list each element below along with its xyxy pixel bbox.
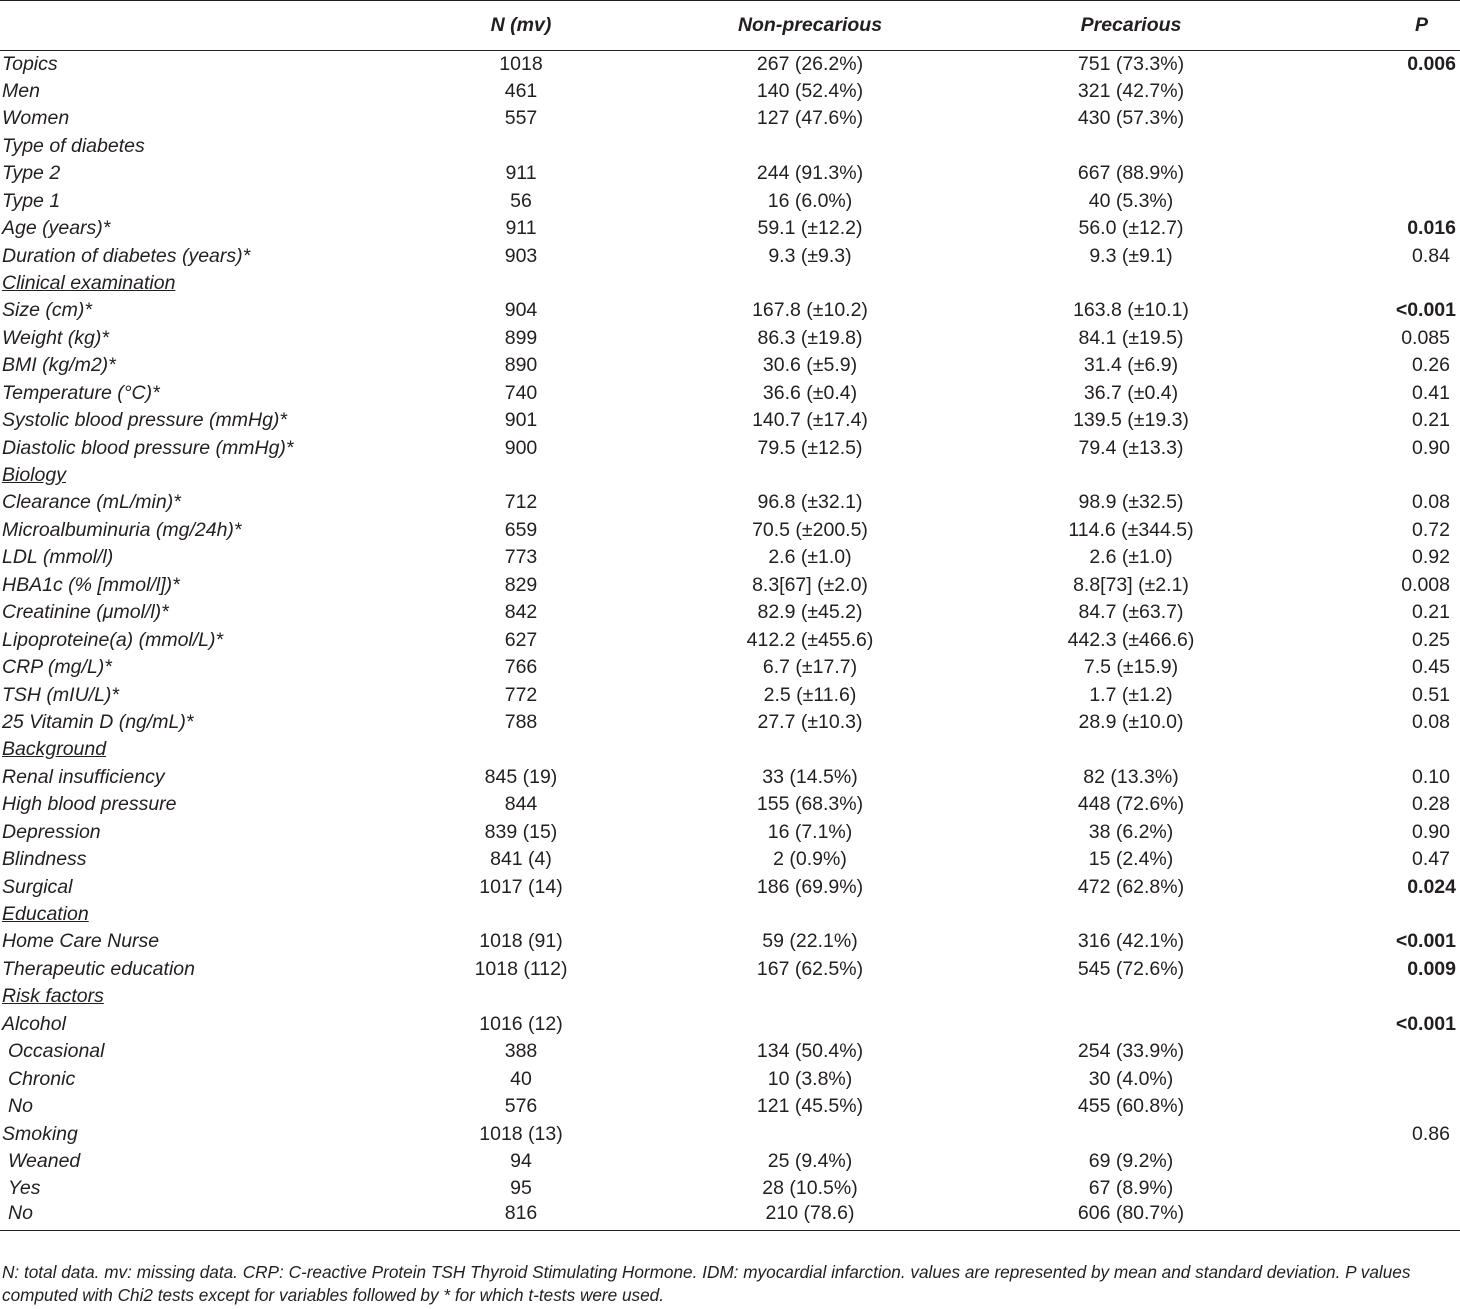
table-row bbox=[0, 709, 1460, 736]
cell-non-precarious: 6.7 (±17.7) bbox=[762, 656, 858, 679]
cell-precarious: 84.1 (±19.5) bbox=[1078, 326, 1184, 349]
cell-n-mv: 1018 bbox=[499, 53, 543, 76]
cell-p-value: 0.72 bbox=[1412, 518, 1450, 541]
row-label: Size (cm)* bbox=[2, 299, 92, 322]
cell-n-mv: 839 (15) bbox=[484, 820, 558, 843]
table-row bbox=[0, 380, 1460, 407]
table-row bbox=[0, 764, 1460, 791]
cell-n-mv: 903 bbox=[504, 244, 538, 267]
cell-n-mv: 712 bbox=[504, 491, 538, 514]
cell-precarious: 442.3 (±466.6) bbox=[1067, 628, 1195, 651]
cell-n-mv: 95 bbox=[510, 1177, 532, 1200]
row-label: Smoking bbox=[2, 1122, 78, 1145]
cell-n-mv bbox=[398, 983, 644, 1010]
row-label: BMI (kg/m2)* bbox=[2, 354, 116, 377]
row-label: Type 1 bbox=[2, 189, 61, 212]
cell-n-mv: 900 bbox=[504, 436, 538, 459]
cell-precarious: 15 (2.4%) bbox=[1088, 848, 1174, 871]
cell-non-precarious bbox=[644, 983, 976, 1010]
table-row bbox=[0, 490, 1460, 517]
cell-precarious bbox=[976, 983, 1286, 1010]
cell-non-precarious: 8.3[67] (±2.0) bbox=[752, 573, 868, 596]
row-label: Surgical bbox=[2, 875, 73, 898]
row-label: Lipoproteine(a) (mmol/L)* bbox=[2, 628, 224, 651]
cell-non-precarious: 96.8 (±32.1) bbox=[757, 491, 863, 514]
table-row bbox=[0, 215, 1460, 242]
cell-non-precarious: 2 (0.9%) bbox=[773, 848, 847, 871]
cell-n-mv: 1018 (13) bbox=[479, 1122, 563, 1145]
cell-precarious: 139.5 (±19.3) bbox=[1073, 409, 1189, 432]
cell-precarious: 67 (8.9%) bbox=[1088, 1177, 1174, 1200]
cell-n-mv: 659 bbox=[504, 518, 538, 541]
row-label: Blindness bbox=[2, 848, 87, 871]
cell-precarious: 36.7 (±0.4) bbox=[1083, 381, 1179, 404]
cell-p-value: <0.001 bbox=[1395, 1012, 1456, 1035]
table-row bbox=[0, 874, 1460, 901]
cell-p-value bbox=[1286, 983, 1460, 1010]
cell-n-mv: 94 bbox=[510, 1149, 532, 1172]
cell-non-precarious: 59 (22.1%) bbox=[762, 930, 858, 953]
cell-non-precarious: 121 (45.5%) bbox=[756, 1095, 864, 1118]
cell-p-value: 0.86 bbox=[1412, 1122, 1450, 1145]
cell-p-value bbox=[1286, 1175, 1460, 1202]
table-row bbox=[0, 1175, 1460, 1202]
table-row bbox=[0, 297, 1460, 324]
cell-n-mv bbox=[398, 133, 644, 160]
cell-precarious: 2.6 (±1.0) bbox=[1089, 546, 1173, 569]
table-row bbox=[0, 956, 1460, 983]
cell-precarious: 316 (42.1%) bbox=[1077, 930, 1185, 953]
cell-n-mv bbox=[398, 270, 644, 297]
cell-precarious bbox=[976, 1121, 1286, 1148]
cell-p-value bbox=[1286, 78, 1460, 105]
cell-n-mv: 772 bbox=[504, 683, 538, 706]
cell-precarious: 98.9 (±32.5) bbox=[1078, 491, 1184, 514]
table-row bbox=[0, 1203, 1460, 1230]
cell-n-mv: 841 (4) bbox=[490, 848, 552, 871]
cell-precarious: 606 (80.7%) bbox=[976, 1203, 1286, 1230]
row-label: 25 Vitamin D (ng/mL)* bbox=[2, 710, 194, 733]
cell-precarious: 114.6 (±344.5) bbox=[1068, 518, 1194, 541]
cell-p-value bbox=[1286, 1148, 1460, 1175]
cell-precarious: 455 (60.8%) bbox=[1077, 1095, 1185, 1118]
cell-n-mv: 890 bbox=[504, 354, 538, 377]
cell-n-mv: 816 bbox=[398, 1203, 644, 1230]
cell-non-precarious: 167 (62.5%) bbox=[756, 957, 864, 980]
cell-non-precarious: 79.5 (±12.5) bbox=[757, 436, 863, 459]
cell-n-mv: 773 bbox=[504, 546, 538, 569]
cell-non-precarious: 16 (7.1%) bbox=[767, 820, 853, 843]
row-label: Weaned bbox=[8, 1149, 81, 1172]
cell-p-value: 0.008 bbox=[1401, 573, 1450, 596]
cell-p-value: 0.21 bbox=[1412, 601, 1450, 624]
cell-n-mv bbox=[398, 462, 644, 489]
cell-n-mv: 56 bbox=[510, 189, 532, 212]
table-row bbox=[0, 682, 1460, 709]
table-row bbox=[0, 435, 1460, 462]
row-label: Age (years)* bbox=[2, 217, 111, 240]
cell-n-mv: 461 bbox=[504, 79, 538, 102]
table-row bbox=[0, 133, 1460, 160]
cell-n-mv: 845 (19) bbox=[484, 765, 558, 788]
cell-p-value bbox=[1286, 160, 1460, 187]
cell-precarious: 79.4 (±13.3) bbox=[1078, 436, 1184, 459]
row-label: Temperature (°C)* bbox=[2, 381, 160, 404]
cell-precarious: 254 (33.9%) bbox=[1077, 1040, 1185, 1063]
cell-n-mv: 1018 (91) bbox=[479, 930, 563, 953]
cell-precarious bbox=[976, 270, 1286, 297]
cell-p-value: 0.016 bbox=[1407, 217, 1456, 240]
row-label: Clearance (mL/min)* bbox=[2, 491, 181, 514]
cell-precarious: 667 (88.9%) bbox=[1077, 162, 1185, 185]
cell-non-precarious bbox=[644, 736, 976, 763]
table-row bbox=[0, 407, 1460, 434]
row-label: Occasional bbox=[8, 1040, 105, 1063]
table-row bbox=[0, 572, 1460, 599]
table-row bbox=[0, 325, 1460, 352]
cell-n-mv: 576 bbox=[504, 1095, 538, 1118]
cell-non-precarious: 59.1 (±12.2) bbox=[757, 217, 863, 240]
cell-precarious bbox=[976, 1011, 1286, 1038]
cell-precarious: 472 (62.8%) bbox=[1077, 875, 1185, 898]
cell-non-precarious: 167.8 (±10.2) bbox=[752, 299, 868, 322]
cell-n-mv bbox=[398, 901, 644, 928]
cell-p-value bbox=[1286, 1093, 1460, 1120]
cell-p-value: 0.90 bbox=[1412, 436, 1450, 459]
cell-precarious bbox=[976, 462, 1286, 489]
cell-n-mv: 901 bbox=[504, 409, 538, 432]
cell-precarious bbox=[976, 133, 1286, 160]
table-row bbox=[0, 1038, 1460, 1065]
row-label: Biology bbox=[2, 464, 66, 487]
cell-non-precarious bbox=[644, 462, 976, 489]
header-p: P bbox=[1286, 1, 1460, 51]
row-label: Clinical examination bbox=[2, 271, 176, 294]
cell-p-value: 0.10 bbox=[1412, 765, 1450, 788]
cell-p-value: 0.085 bbox=[1401, 326, 1450, 349]
cell-p-value bbox=[1286, 901, 1460, 928]
cell-non-precarious: 9.3 (±9.3) bbox=[768, 244, 852, 267]
row-label: Systolic blood pressure (mmHg)* bbox=[2, 409, 288, 432]
table-footnote: N: total data. mv: missing data. CRP: C-reactive Protein TSH Thyroid Stimulating Hormone. IDM: myocardial infarction. values are represented by mean and standard deviation. P values computed with Chi2 tests except for variables followed by * for which t-tests were used. bbox=[2, 1262, 1411, 1305]
cell-p-value: 0.009 bbox=[1407, 957, 1456, 980]
row-label: Women bbox=[2, 107, 70, 130]
cell-non-precarious: 140 (52.4%) bbox=[756, 79, 864, 102]
row-label: Risk factors bbox=[2, 985, 104, 1008]
cell-precarious: 545 (72.6%) bbox=[1077, 957, 1185, 980]
table-row bbox=[0, 654, 1460, 681]
cell-non-precarious: 28 (10.5%) bbox=[762, 1177, 858, 1200]
cell-p-value bbox=[1286, 105, 1460, 132]
cell-precarious: 321 (42.7%) bbox=[1077, 79, 1185, 102]
row-label: HBA1c (% [mmol/l])* bbox=[2, 573, 180, 596]
cell-non-precarious: 210 (78.6) bbox=[644, 1203, 976, 1230]
row-label: Creatinine (μmol/l)* bbox=[2, 601, 169, 624]
row-label: High blood pressure bbox=[2, 793, 177, 816]
cell-p-value bbox=[1286, 133, 1460, 160]
cell-non-precarious: 267 (26.2%) bbox=[756, 53, 864, 76]
cell-p-value: 0.41 bbox=[1412, 381, 1450, 404]
table-row bbox=[0, 1066, 1460, 1093]
table-row bbox=[0, 78, 1460, 105]
cell-n-mv: 627 bbox=[504, 628, 538, 651]
cell-precarious: 163.8 (±10.1) bbox=[1073, 299, 1189, 322]
cell-non-precarious: 127 (47.6%) bbox=[756, 107, 864, 130]
cell-non-precarious: 33 (14.5%) bbox=[762, 765, 858, 788]
row-label: CRP (mg/L)* bbox=[2, 656, 112, 679]
cell-non-precarious: 10 (3.8%) bbox=[767, 1067, 853, 1090]
cell-non-precarious: 186 (69.9%) bbox=[756, 875, 864, 898]
table-row bbox=[0, 929, 1460, 956]
cell-non-precarious: 155 (68.3%) bbox=[756, 793, 864, 816]
table-row bbox=[0, 819, 1460, 846]
header-n-mv: N (mv) bbox=[398, 1, 644, 51]
header-row bbox=[0, 1, 1460, 51]
cell-precarious: 448 (72.6%) bbox=[1077, 793, 1185, 816]
cell-precarious: 69 (9.2%) bbox=[1088, 1149, 1174, 1172]
cell-n-mv: 1018 (112) bbox=[474, 957, 568, 980]
row-label: Chronic bbox=[8, 1067, 76, 1090]
cell-precarious: 82 (13.3%) bbox=[1083, 765, 1179, 788]
cell-p-value: 0.84 bbox=[1412, 244, 1450, 267]
cell-p-value bbox=[1286, 1203, 1460, 1230]
cell-non-precarious: 30.6 (±5.9) bbox=[762, 354, 858, 377]
cell-n-mv: 844 bbox=[504, 793, 538, 816]
cell-n-mv: 899 bbox=[504, 326, 538, 349]
cell-precarious: 30 (4.0%) bbox=[1088, 1067, 1174, 1090]
row-label: Depression bbox=[2, 820, 101, 843]
cell-precarious: 31.4 (±6.9) bbox=[1083, 354, 1179, 377]
cell-n-mv: 842 bbox=[504, 601, 538, 624]
table-row bbox=[0, 352, 1460, 379]
cell-precarious: 751 (73.3%) bbox=[1077, 53, 1185, 76]
row-label: Yes bbox=[8, 1177, 41, 1200]
row-label: Therapeutic education bbox=[2, 957, 195, 980]
cell-non-precarious: 86.3 (±19.8) bbox=[757, 326, 863, 349]
row-label: LDL (mmol/l) bbox=[2, 546, 114, 569]
cell-n-mv: 911 bbox=[505, 162, 537, 185]
table-row bbox=[0, 791, 1460, 818]
cell-p-value: 0.26 bbox=[1412, 354, 1450, 377]
cell-precarious: 8.8[73] (±2.1) bbox=[1073, 573, 1189, 596]
cell-n-mv: 40 bbox=[510, 1067, 532, 1090]
table-row bbox=[0, 105, 1460, 132]
cell-non-precarious: 16 (6.0%) bbox=[767, 189, 853, 212]
table-row bbox=[0, 736, 1460, 763]
cell-p-value: 0.47 bbox=[1412, 848, 1450, 871]
cell-n-mv: 740 bbox=[504, 381, 538, 404]
table-row bbox=[0, 1011, 1460, 1038]
cell-non-precarious bbox=[644, 270, 976, 297]
table-row bbox=[0, 901, 1460, 928]
cell-n-mv: 557 bbox=[504, 107, 538, 130]
cell-p-value: 0.25 bbox=[1412, 628, 1450, 651]
table-row bbox=[0, 599, 1460, 626]
cell-p-value bbox=[1286, 462, 1460, 489]
cell-non-precarious bbox=[644, 1121, 976, 1148]
header-non-precarious: Non-precarious bbox=[644, 1, 976, 51]
row-label: TSH (mIU/L)* bbox=[2, 683, 119, 706]
cell-non-precarious: 70.5 (±200.5) bbox=[752, 518, 868, 541]
row-label: No bbox=[0, 1203, 398, 1230]
cell-non-precarious: 412.2 (±455.6) bbox=[746, 628, 874, 651]
row-label: Alcohol bbox=[2, 1012, 66, 1035]
cell-precarious: 9.3 (±9.1) bbox=[1089, 244, 1173, 267]
header-label bbox=[0, 1, 398, 51]
row-label: Background bbox=[2, 738, 107, 761]
row-label: Duration of diabetes (years)* bbox=[2, 244, 251, 267]
cell-n-mv: 788 bbox=[504, 710, 538, 733]
cell-p-value: 0.08 bbox=[1412, 491, 1450, 514]
cell-n-mv: 1016 (12) bbox=[479, 1012, 563, 1035]
cell-precarious: 430 (57.3%) bbox=[1077, 107, 1185, 130]
cell-p-value: 0.45 bbox=[1412, 656, 1450, 679]
table-row bbox=[0, 1148, 1460, 1175]
cell-n-mv: 904 bbox=[504, 299, 538, 322]
cell-non-precarious: 244 (91.3%) bbox=[756, 162, 864, 185]
table-row bbox=[0, 160, 1460, 187]
cell-precarious bbox=[976, 901, 1286, 928]
cell-p-value: 0.92 bbox=[1412, 546, 1450, 569]
cell-p-value: 0.024 bbox=[1407, 875, 1456, 898]
cell-precarious: 7.5 (±15.9) bbox=[1083, 656, 1179, 679]
table-row bbox=[0, 983, 1460, 1010]
cell-precarious: 28.9 (±10.0) bbox=[1078, 710, 1184, 733]
cell-precarious: 38 (6.2%) bbox=[1088, 820, 1174, 843]
cell-n-mv: 911 bbox=[505, 217, 537, 240]
cell-p-value: <0.001 bbox=[1395, 299, 1456, 322]
row-label: Men bbox=[2, 79, 40, 102]
table-row bbox=[0, 1121, 1460, 1148]
row-label: Type of diabetes bbox=[2, 134, 145, 157]
cell-n-mv: 829 bbox=[504, 573, 538, 596]
cell-p-value: 0.90 bbox=[1412, 820, 1450, 843]
table-row bbox=[0, 1093, 1460, 1120]
cell-p-value: 0.51 bbox=[1412, 683, 1450, 706]
cell-precarious: 56.0 (±12.7) bbox=[1078, 217, 1184, 240]
cell-precarious: 40 (5.3%) bbox=[1088, 189, 1174, 212]
cell-p-value: 0.006 bbox=[1407, 53, 1456, 76]
cell-p-value bbox=[1286, 1066, 1460, 1093]
cell-n-mv: 1017 (14) bbox=[479, 875, 563, 898]
cell-n-mv bbox=[398, 736, 644, 763]
cell-non-precarious: 2.5 (±11.6) bbox=[763, 683, 857, 706]
cell-non-precarious bbox=[644, 901, 976, 928]
cell-p-value bbox=[1286, 270, 1460, 297]
table-row bbox=[0, 544, 1460, 571]
cell-p-value: <0.001 bbox=[1395, 930, 1456, 953]
table-row bbox=[0, 627, 1460, 654]
cell-p-value bbox=[1286, 1038, 1460, 1065]
cell-non-precarious: 36.6 (±0.4) bbox=[762, 381, 858, 404]
table-row bbox=[0, 270, 1460, 297]
cell-non-precarious: 140.7 (±17.4) bbox=[752, 409, 868, 432]
row-label: Diastolic blood pressure (mmHg)* bbox=[2, 436, 294, 459]
cell-p-value: 0.28 bbox=[1412, 793, 1450, 816]
row-label: Renal insufficiency bbox=[2, 765, 165, 788]
cell-non-precarious: 25 (9.4%) bbox=[767, 1149, 853, 1172]
cell-precarious: 1.7 (±1.2) bbox=[1089, 683, 1173, 706]
cell-n-mv: 388 bbox=[504, 1040, 538, 1063]
cell-non-precarious: 82.9 (±45.2) bbox=[757, 601, 863, 624]
table-row bbox=[0, 243, 1460, 270]
table-row bbox=[0, 517, 1460, 544]
row-label: Home Care Nurse bbox=[2, 930, 160, 953]
cell-non-precarious: 27.7 (±10.3) bbox=[757, 710, 863, 733]
row-label: Education bbox=[2, 903, 89, 926]
cell-non-precarious: 2.6 (±1.0) bbox=[768, 546, 852, 569]
cell-non-precarious bbox=[644, 133, 976, 160]
cell-precarious: 84.7 (±63.7) bbox=[1078, 601, 1184, 624]
cell-n-mv: 766 bbox=[504, 656, 538, 679]
row-label: Weight (kg)* bbox=[2, 326, 109, 349]
row-label: Topics bbox=[2, 53, 58, 76]
row-label: No bbox=[8, 1095, 33, 1118]
table-row bbox=[0, 462, 1460, 489]
row-label: Microalbuminuria (mg/24h)* bbox=[2, 518, 242, 541]
header-precarious: Precarious bbox=[976, 1, 1286, 51]
cell-p-value: 0.21 bbox=[1412, 409, 1450, 432]
cell-non-precarious bbox=[644, 1011, 976, 1038]
table-row bbox=[0, 846, 1460, 873]
table-row bbox=[0, 51, 1460, 78]
cell-p-value bbox=[1286, 188, 1460, 215]
cell-precarious bbox=[976, 736, 1286, 763]
row-label: Type 2 bbox=[2, 162, 61, 185]
cell-p-value bbox=[1286, 736, 1460, 763]
table-row bbox=[0, 188, 1460, 215]
cell-non-precarious: 134 (50.4%) bbox=[756, 1040, 864, 1063]
cell-p-value: 0.08 bbox=[1412, 710, 1450, 733]
table-body bbox=[0, 51, 1460, 1231]
